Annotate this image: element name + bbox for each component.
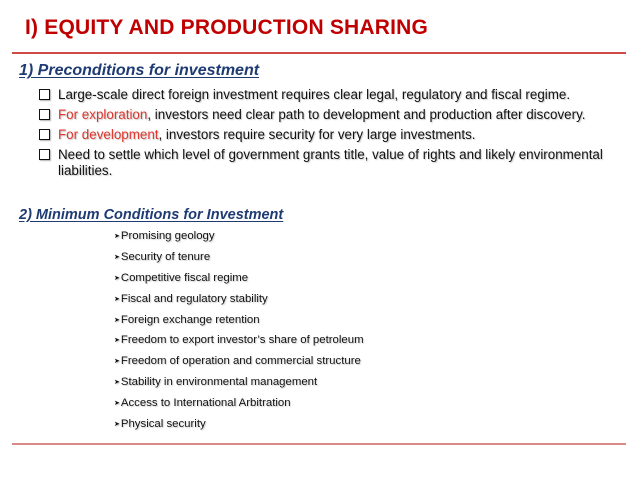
- list-item: [38, 127, 618, 143]
- bullet-text: Large-scale direct foreign investment requires clear legal, regulatory and fiscal regime.: [58, 87, 571, 102]
- item-text: Freedom of operation and commercial structure: [120, 355, 361, 368]
- checkbox-square-icon: [39, 89, 50, 100]
- item-text: Competitive fiscal regime: [120, 271, 249, 284]
- list-item: [114, 375, 364, 396]
- checkbox-square-icon: [39, 149, 50, 160]
- list-item: [114, 417, 364, 438]
- item-text: Stability in environmental management: [120, 376, 318, 389]
- list-item: [38, 147, 618, 179]
- section-heading-preconditions: 1) Preconditions for investment: [19, 62, 260, 79]
- list-item: [38, 107, 618, 123]
- item-text: Access to International Arbitration: [120, 397, 291, 410]
- list-item: [114, 229, 364, 250]
- item-text: Fiscal and regulatory stability: [120, 292, 268, 305]
- section-heading-minimum-conditions: 2) Minimum Conditions for Investment: [19, 207, 284, 223]
- bullet-text: Need to settle which level of government grants title, value of rights and likely environmental liabilities.: [58, 147, 603, 178]
- bullet-highlight: For exploration: [58, 107, 148, 122]
- arrowhead-bullet-icon: ➤: [114, 379, 120, 387]
- list-item: [114, 333, 364, 354]
- arrowhead-bullet-icon: ➤: [114, 421, 120, 429]
- arrowhead-bullet-icon: ➤: [114, 358, 120, 366]
- arrowhead-bullet-icon: ➤: [114, 233, 120, 240]
- arrowhead-bullet-icon: ➤: [114, 253, 120, 261]
- arrowhead-bullet-icon: ➤: [114, 295, 120, 303]
- arrowhead-bullet-icon: ➤: [114, 316, 120, 324]
- bullet-text: , investors need clear path to development and production after discovery.: [147, 107, 586, 122]
- footer-divider: [12, 443, 626, 445]
- list-item: [38, 87, 618, 103]
- checkbox-square-icon: [39, 129, 50, 140]
- arrowhead-bullet-icon: ➤: [114, 400, 120, 408]
- list-item: [114, 396, 364, 417]
- bullet-highlight: For development: [58, 127, 159, 142]
- list-item: [114, 313, 364, 334]
- item-text: Promising geology: [120, 230, 215, 242]
- checkbox-square-icon: [39, 109, 50, 120]
- list-item: [114, 292, 364, 313]
- list-item: [114, 250, 364, 271]
- title-divider: [12, 52, 626, 54]
- preconditions-list: [38, 87, 618, 183]
- item-text: Freedom to export investor’s share of petroleum: [120, 334, 364, 347]
- bullet-text: , investors require security for very large investments.: [158, 127, 476, 142]
- item-text: Security of tenure: [120, 250, 211, 263]
- arrowhead-bullet-icon: ➤: [114, 337, 120, 345]
- item-text: Physical security: [120, 418, 206, 431]
- slide-title: I) EQUITY AND PRODUCTION SHARING: [25, 16, 429, 39]
- item-text: Foreign exchange retention: [120, 313, 260, 326]
- arrowhead-bullet-icon: ➤: [114, 274, 120, 282]
- list-item: [114, 271, 364, 292]
- list-item: [114, 354, 364, 375]
- minimum-conditions-list: [114, 229, 364, 438]
